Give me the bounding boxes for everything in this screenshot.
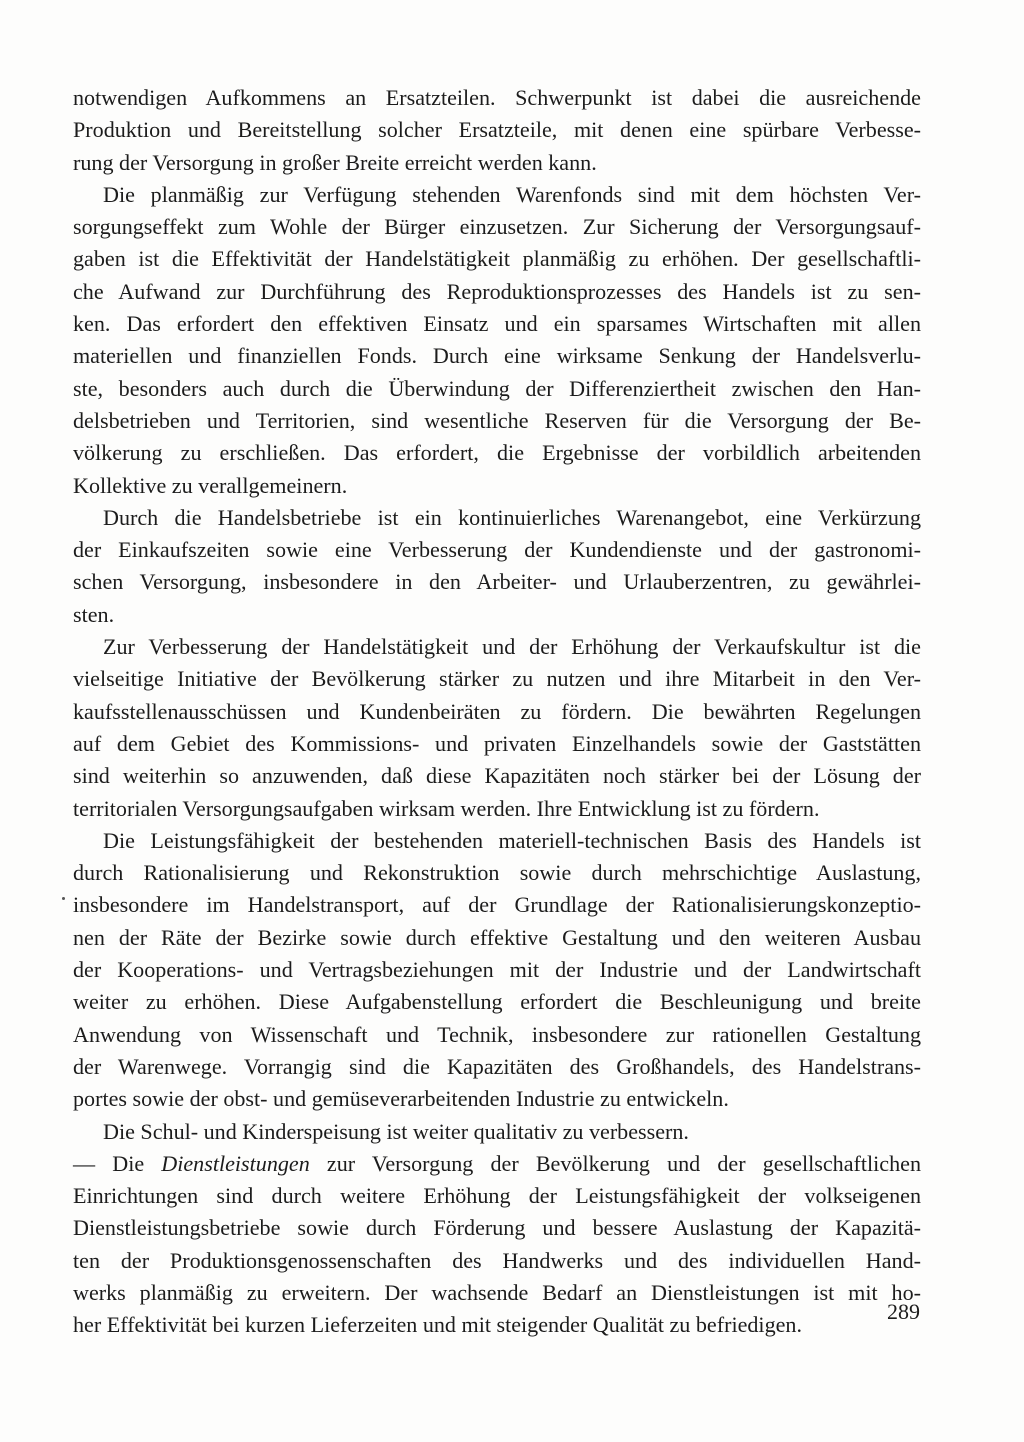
- text-line: Dienstleistungsbetriebe sowie durch Förderung und bessere Auslastung der Kapazitä-: [73, 1215, 921, 1241]
- text-line: sorgungseffekt zum Wohle der Bürger einzusetzen. Zur Sicherung der Versorgungsauf-: [73, 214, 921, 240]
- text-line: schen Versorgung, insbesondere in den Arbeiter- und Urlauberzentren, zu gewährlei-: [73, 569, 921, 595]
- paragraph: [73, 179, 921, 502]
- text-line: kaufsstellenausschüssen und Kundenbeiräten zu fördern. Die bewährten Regelungen: [73, 698, 921, 724]
- text-line: Kollektive zu verallgemeinern.: [73, 472, 348, 498]
- body-text: [73, 82, 921, 1342]
- text-line: ste, besonders auch durch die Überwindung der Differenziertheit zwischen den Han-: [73, 375, 921, 401]
- paragraph: [73, 1116, 921, 1148]
- text-line: werks planmäßig zu erweitern. Der wachsende Bedarf an Dienstleistungen ist mit ho-: [73, 1279, 921, 1305]
- text-line: Durch die Handelsbetriebe ist ein kontinuierliches Warenangebot, eine Verkürzung: [103, 504, 921, 530]
- margin-dot: [62, 897, 65, 900]
- text-line: Anwendung von Wissenschaft und Technik, insbesondere zur rationellen Gestaltung: [73, 1021, 921, 1047]
- paragraph: [73, 825, 921, 1116]
- text-line: sind weiterhin so anzuwenden, daß diese Kapazitäten noch stärker bei der Lösung der: [73, 763, 921, 789]
- text-line: vielseitige Initiative der Bevölkerung stärker zu nutzen und ihre Mitarbeit in den Ver-: [73, 666, 921, 692]
- text-line: sten.: [73, 601, 115, 627]
- page-number: 289: [887, 1299, 920, 1324]
- emphasis-term: Dienstleistungen: [161, 1150, 310, 1176]
- paragraph: [73, 631, 921, 825]
- text-line: der Kooperations- und Vertragsbeziehungen mit der Industrie und der Landwirtschaft: [73, 957, 921, 983]
- text-line: Die Schul- und Kinderspeisung ist weiter qualitativ zu verbessern.: [103, 1118, 689, 1144]
- text-line: Die Leistungsfähigkeit der bestehenden materiell-technischen Basis des Handels ist: [103, 827, 921, 853]
- paragraph: [73, 82, 921, 179]
- dash-paragraph: [73, 1148, 921, 1342]
- text-line: auf dem Gebiet des Kommissions- und privaten Einzelhandels sowie der Gaststätten: [73, 730, 921, 756]
- text-line: delsbetrieben und Territorien, sind wesentliche Reserven für die Versorgung der Be-: [73, 407, 921, 433]
- text-line: Einrichtungen sind durch weitere Erhöhung der Leistungsfähigkeit der volkseigenen: [73, 1183, 921, 1209]
- text-line: portes sowie der obst- und gemüseverarbeitenden Industrie zu entwickeln.: [73, 1086, 729, 1112]
- text-line: ten der Produktionsgenossenschaften des Handwerks und des individuellen Hand-: [73, 1247, 921, 1273]
- paragraph: [73, 502, 921, 631]
- dash-prefix: — Die: [73, 1150, 162, 1176]
- text-line: weiter zu erhöhen. Diese Aufgabenstellung erfordert die Beschleunigung und breite: [73, 989, 921, 1015]
- text-line: der Warenwege. Vorrangig sind die Kapazitäten des Großhandels, des Handelstrans-: [73, 1053, 921, 1079]
- text-line: che Aufwand zur Durchführung des Reproduktionsprozesses des Handels ist zu sen-: [73, 278, 921, 304]
- text-line: durch Rationalisierung und Rekonstruktion sowie durch mehrschichtige Auslastung,: [73, 860, 921, 886]
- text-line: notwendigen Aufkommens an Ersatzteilen. Schwerpunkt ist dabei die ausreichende: [73, 85, 921, 110]
- text-line: insbesondere im Handelstransport, auf der Grundlage der Rationalisierungskonzeptio-: [73, 892, 921, 918]
- dash-first-line-rest: zur Versorgung der Bevölkerung und der gesellschaftlichen: [309, 1150, 921, 1176]
- text-line: völkerung zu erschließen. Das erfordert, die Ergebnisse der vorbildlich arbeitenden: [73, 440, 921, 466]
- text-line: materiellen und finanziellen Fonds. Durch eine wirksame Senkung der Handelsverlu-: [73, 343, 921, 369]
- text-line: Die planmäßig zur Verfügung stehenden Warenfonds sind mit dem höchsten Ver-: [103, 181, 921, 207]
- text-line: nen der Räte der Bezirke sowie durch effektive Gestaltung und den weiteren Ausbau: [73, 924, 921, 950]
- text-line: her Effektivität bei kurzen Lieferzeiten und mit steigender Qualität zu befriedigen.: [73, 1312, 802, 1338]
- text-line: Produktion und Bereitstellung solcher Ersatzteile, mit denen eine spürbare Verbesse-: [73, 117, 921, 143]
- text-line: ken. Das erfordert den effektiven Einsatz und ein sparsames Wirtschaften mit allen: [73, 311, 921, 337]
- text-line: Zur Verbesserung der Handelstätigkeit und der Erhöhung der Verkaufskultur ist die: [103, 634, 921, 660]
- text-line: territorialen Versorgungsaufgaben wirksam werden. Ihre Entwicklung ist zu fördern.: [73, 795, 820, 821]
- text-line: [73, 1148, 921, 1180]
- text-line: der Einkaufszeiten sowie eine Verbesserung der Kundendienste und der gastronomi-: [73, 537, 921, 563]
- text-line: rung der Versorgung in großer Breite erreicht werden kann.: [73, 149, 597, 175]
- text-line: gaben ist die Effektivität der Handelstätigkeit planmäßig zu erhöhen. Der gesellschaftli-: [73, 246, 921, 272]
